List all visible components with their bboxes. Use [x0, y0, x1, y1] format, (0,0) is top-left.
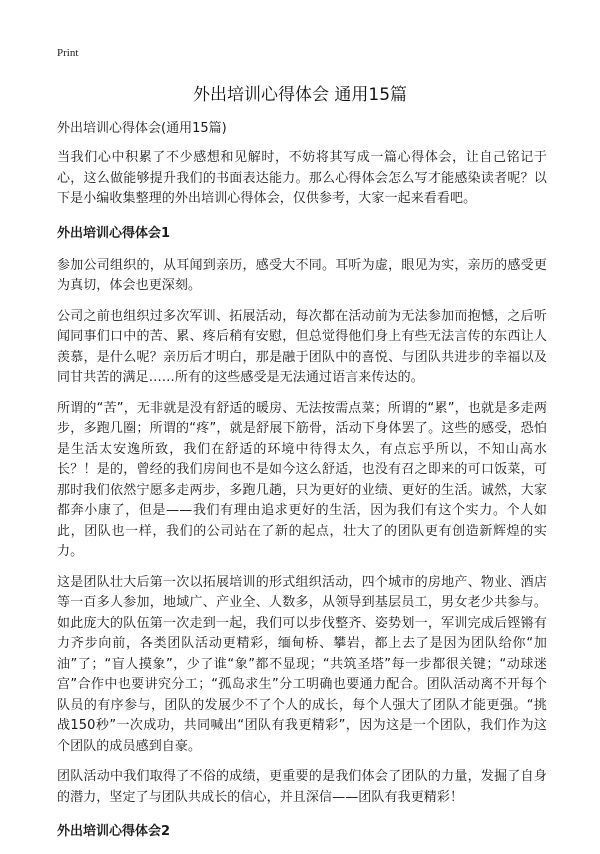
document-subtitle: 外出培训心得体会(通用15篇) [57, 121, 227, 136]
section-1-paragraph-1: 参加公司组织的，从耳闻到亲历，感受大不同。耳听为虚，眼见为实，亲历的感受更为真切，体会也更深刻。 [57, 257, 547, 293]
section-heading-2: 外出培训心得体会2 [57, 824, 171, 839]
section-1-paragraph-4: 这是团队壮大后第一次以拓展培训的形式组织活动，四个城市的房地产、物业、酒店等一百多人参加，地域广、产业全、人数多，从领导到基层员工，男女老少共参与。如此庞大的队伍第一次走到一起，我们可以步伐整齐、姿势划一，军训完成后铿锵有力齐步向前，各类团队活动更精彩，缅甸桥、攀岩，都上去了是因为团队给你“加油”了；“盲人摸象”，少了谁“象”都不显现；“共筑圣塔”每一步都很关键；“动球迷宫”合作中也要讲究分工；“孤岛求生”分工明确也要通力配合。团队活动离不开每个队员的有序参与，团队的发展少不了个人的成长，每个人强大了团队才能更强。“挑战150秒”一次成功，共同喊出“团队有我更精彩”，因为这是一个团队，我们作为这个团队的成员感到自豪。 [57, 574, 547, 754]
section-1-paragraph-5: 团队活动中我们取得了不俗的成绩，更重要的是我们体会了团队的力量，发掘了自身的潜力，坚定了与团队共成长的信心，并且深信——团队有我更精彩！ [57, 769, 547, 805]
section-1-paragraph-2: 公司之前也组织过多次军训、拓展活动，每次都在活动前为无法参加而抱憾，之后听闻同事们口中的苦、累、疼后稍有安慰，但总觉得他们身上有些无法言传的东西让人羡慕，是什么呢？亲历后才明白，那是融于团队中的喜悦、与团队共进步的幸福以及同甘共苦的满足……所有的这些感受是无法通过语言来传达的。 [57, 308, 547, 385]
section-heading-1: 外出培训心得体会1 [57, 225, 171, 241]
print-link[interactable]: Print [57, 47, 79, 59]
page-title: 外出培训心得体会 通用15篇 [192, 85, 408, 105]
document-body [57, 119, 547, 854]
section-1-paragraph-3: 所谓的“苦”，无非就是没有舒适的暖房、无法按需点菜；所谓的“累”，也就是多走两步，多跑几圈；所谓的“疼”，就是舒展下筋骨，活动下身体罢了。这些的感受，恐怕是生活太安逸所致，我们在舒适的环境中待得太久，有点忘乎所以，不知山高水长？！是的，曾经的我们房间也不是如今这么舒适，也没有召之即来的可口饭菜，可那时我们依然宁愿多走两步，多跑几趟，只为更好的业绩、更好的生活。诚然，大家都奔小康了，但是——我们有理由追求更好的生活，因为我们有这个实力。个人如此，团队也一样，我们的公司站在了新的起点，壮大了的团队更有创造新辉煌的实力。 [57, 400, 547, 559]
intro-paragraph: 当我们心中积累了不少感想和见解时，不妨将其写成一篇心得体会，让自己铭记于心，这么做能够提升我们的书面表达能力。那么心得体会怎么写才能感染读者呢？以下是小编收集整理的外出培训心得体会，仅供参考，大家一起来看看吧。 [57, 150, 547, 206]
